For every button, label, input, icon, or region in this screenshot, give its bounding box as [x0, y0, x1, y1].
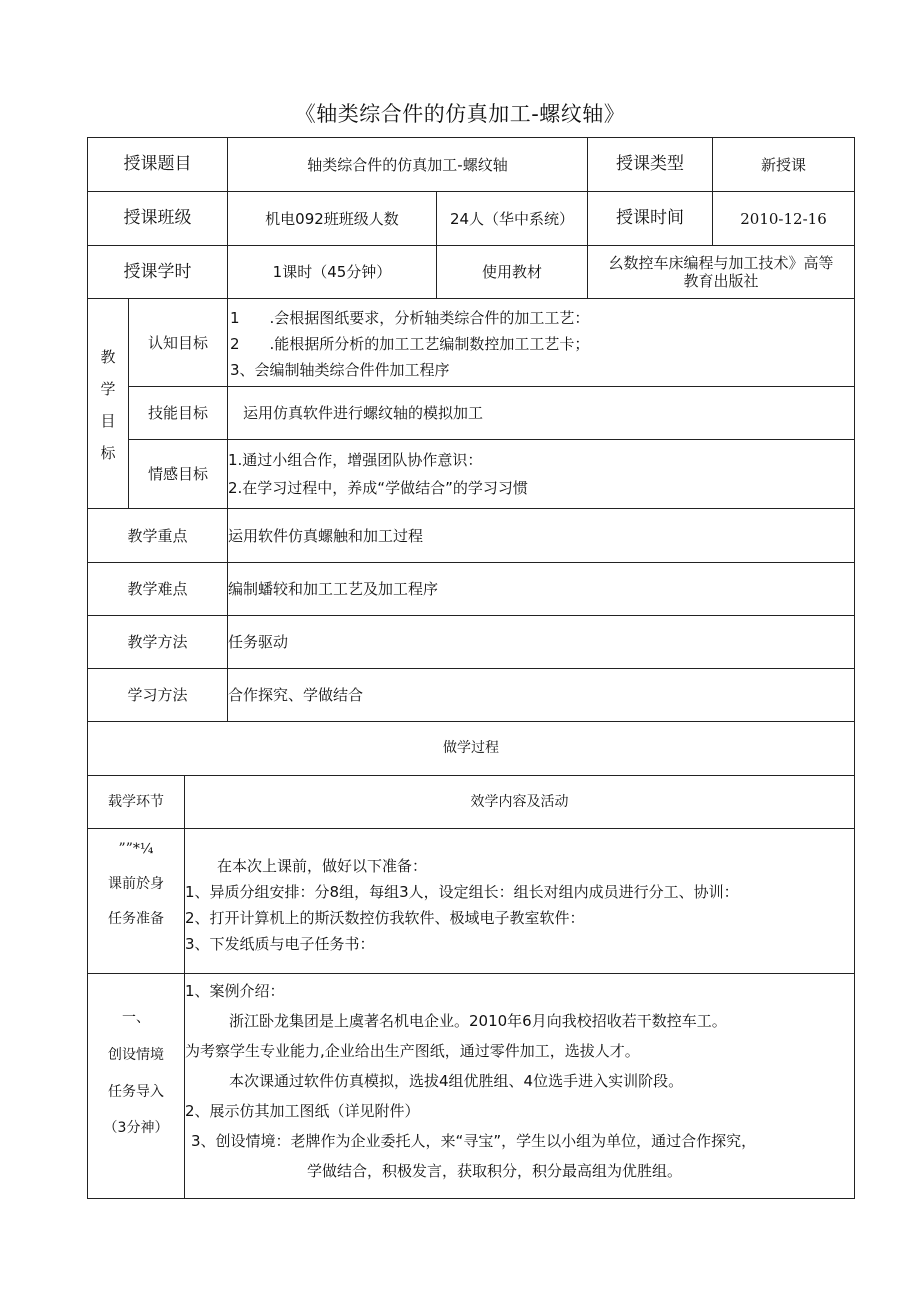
method-value: 任务驱动	[228, 633, 289, 651]
stage2-label-line-1: 一、	[122, 1010, 150, 1026]
stage2-line-7: 学做结合，积极发言，获取积分，积分最高组为优胜组。	[307, 1162, 683, 1180]
process-section-title: 做学过程	[443, 740, 499, 757]
textbook-value	[588, 246, 854, 298]
stage1-line-4: 3、下发纸质与电子任务书：	[185, 935, 375, 953]
focus-label: 教学重点	[127, 526, 188, 545]
type-value: 新授课	[760, 155, 806, 174]
stage-header: 载学环节	[108, 793, 164, 810]
stage1-line-2: 1、异质分组安排：分8组，每组3人，设定组长：组长对组内成员进行分工、协训：	[185, 883, 739, 901]
time-value: 2010-12-16	[740, 209, 827, 228]
stage1-marks: ””*¼	[118, 841, 154, 857]
stage1-label-line-1: 课前於身	[108, 875, 164, 892]
hours-value: 1课时（45分钟）	[272, 263, 392, 281]
subject-label: 授课题目	[123, 154, 192, 175]
skill-value: 运用仿真软件进行螺纹轴的模拟加工	[243, 404, 484, 422]
focus-value: 运用软件仿真螺触和加工过程	[228, 526, 424, 545]
stage1-content	[185, 829, 850, 973]
stage2-label	[88, 974, 184, 1198]
subject-value: 轴类综合件的仿真加工-螺纹轴	[307, 155, 508, 174]
objectives-group-label	[88, 330, 128, 480]
cognitive-list	[228, 301, 848, 386]
stage1-line-1: 在本次上课前，做好以下准备：	[217, 857, 428, 875]
textbook-value-line-2: 教育出版社	[683, 272, 759, 290]
method-label: 教学方法	[127, 633, 188, 651]
emotion-label: 情感目标	[147, 465, 208, 483]
stage2-label-line-3: 任务导入	[108, 1083, 164, 1100]
emotion-item-2: 2.在学习过程中，养成“学做结合”的学习习惯	[228, 479, 528, 497]
document-title: 《轴类综合件的仿真加工-螺纹轴》	[294, 102, 626, 126]
stage2-line-6: 3、创设情境：老牌作为企业委托人，来“寻宝”，学生以小组为单位，通过合作探究，	[191, 1132, 757, 1150]
cognitive-label: 认知目标	[147, 333, 208, 352]
class-label: 授课班级	[123, 208, 192, 229]
time-label: 授课时间	[616, 208, 684, 229]
objectives-char-3: 目	[100, 412, 116, 430]
skill-label: 技能目标	[147, 404, 208, 422]
textbook-label: 使用教材	[481, 263, 542, 281]
student-count-value: 24人（华中系统）	[449, 209, 575, 228]
objectives-char-1: 教	[100, 348, 116, 366]
objectives-char-2: 学	[100, 380, 116, 398]
study-label: 学习方法	[127, 686, 188, 704]
stage1-label-line-2: 任务准备	[108, 910, 164, 927]
study-value: 合作探究、学做结合	[228, 686, 364, 704]
stage2-line-3: 为考察学生专业能力,企业给出生产图纸，通过零件加工，选拔人才。	[185, 1042, 640, 1060]
emotion-list	[228, 440, 848, 508]
content-header: 效学内容及活动	[470, 793, 569, 810]
stage2-line-4: 本次课通过软件仿真模拟，选拔4组优胜组、4位选手进入实训阶段。	[229, 1072, 684, 1090]
stage1-line-3: 2、打开计算机上的斯沃数控仿我软件、极域电子教室软件：	[185, 909, 585, 927]
difficulty-label: 教学难点	[127, 580, 188, 598]
class-value: 机电092班班级人数	[265, 209, 399, 228]
type-label: 授课类型	[616, 154, 684, 175]
difficulty-value: 编制蟠较和加工工艺及加工程序	[228, 580, 439, 598]
hours-label: 授课学时	[123, 261, 192, 282]
stage1-label	[88, 829, 184, 973]
stage2-label-line-2: 创设情境	[108, 1046, 164, 1063]
emotion-item-1: 1.通过小组合作，增强团队协作意识：	[228, 451, 483, 469]
objectives-char-4: 标	[100, 444, 116, 462]
stage2-line-1: 1、案例介绍：	[185, 982, 285, 1000]
cognitive-item-3: 3、会编制轴类综合件件加工程序	[230, 360, 450, 379]
stage2-line-2: 浙江卧龙集团是上虞著名机电企业。2010年6月向我校招收若干数控车工。	[229, 1012, 727, 1030]
textbook-value-line-1: 幺数控车床编程与加工技术》高等	[608, 254, 834, 272]
stage2-line-5: 2、展示仿其加工图纸（详见附件）	[185, 1102, 420, 1120]
stage2-label-line-4: （3分神）	[103, 1120, 169, 1137]
cognitive-item-2: 2 .能根据所分析的加工工艺编制数控加工工艺卡；	[230, 334, 590, 353]
cognitive-item-1: 1 .会根据图纸要求，分析轴类综合件的加工工艺：	[230, 308, 590, 327]
stage2-content	[185, 976, 850, 1196]
